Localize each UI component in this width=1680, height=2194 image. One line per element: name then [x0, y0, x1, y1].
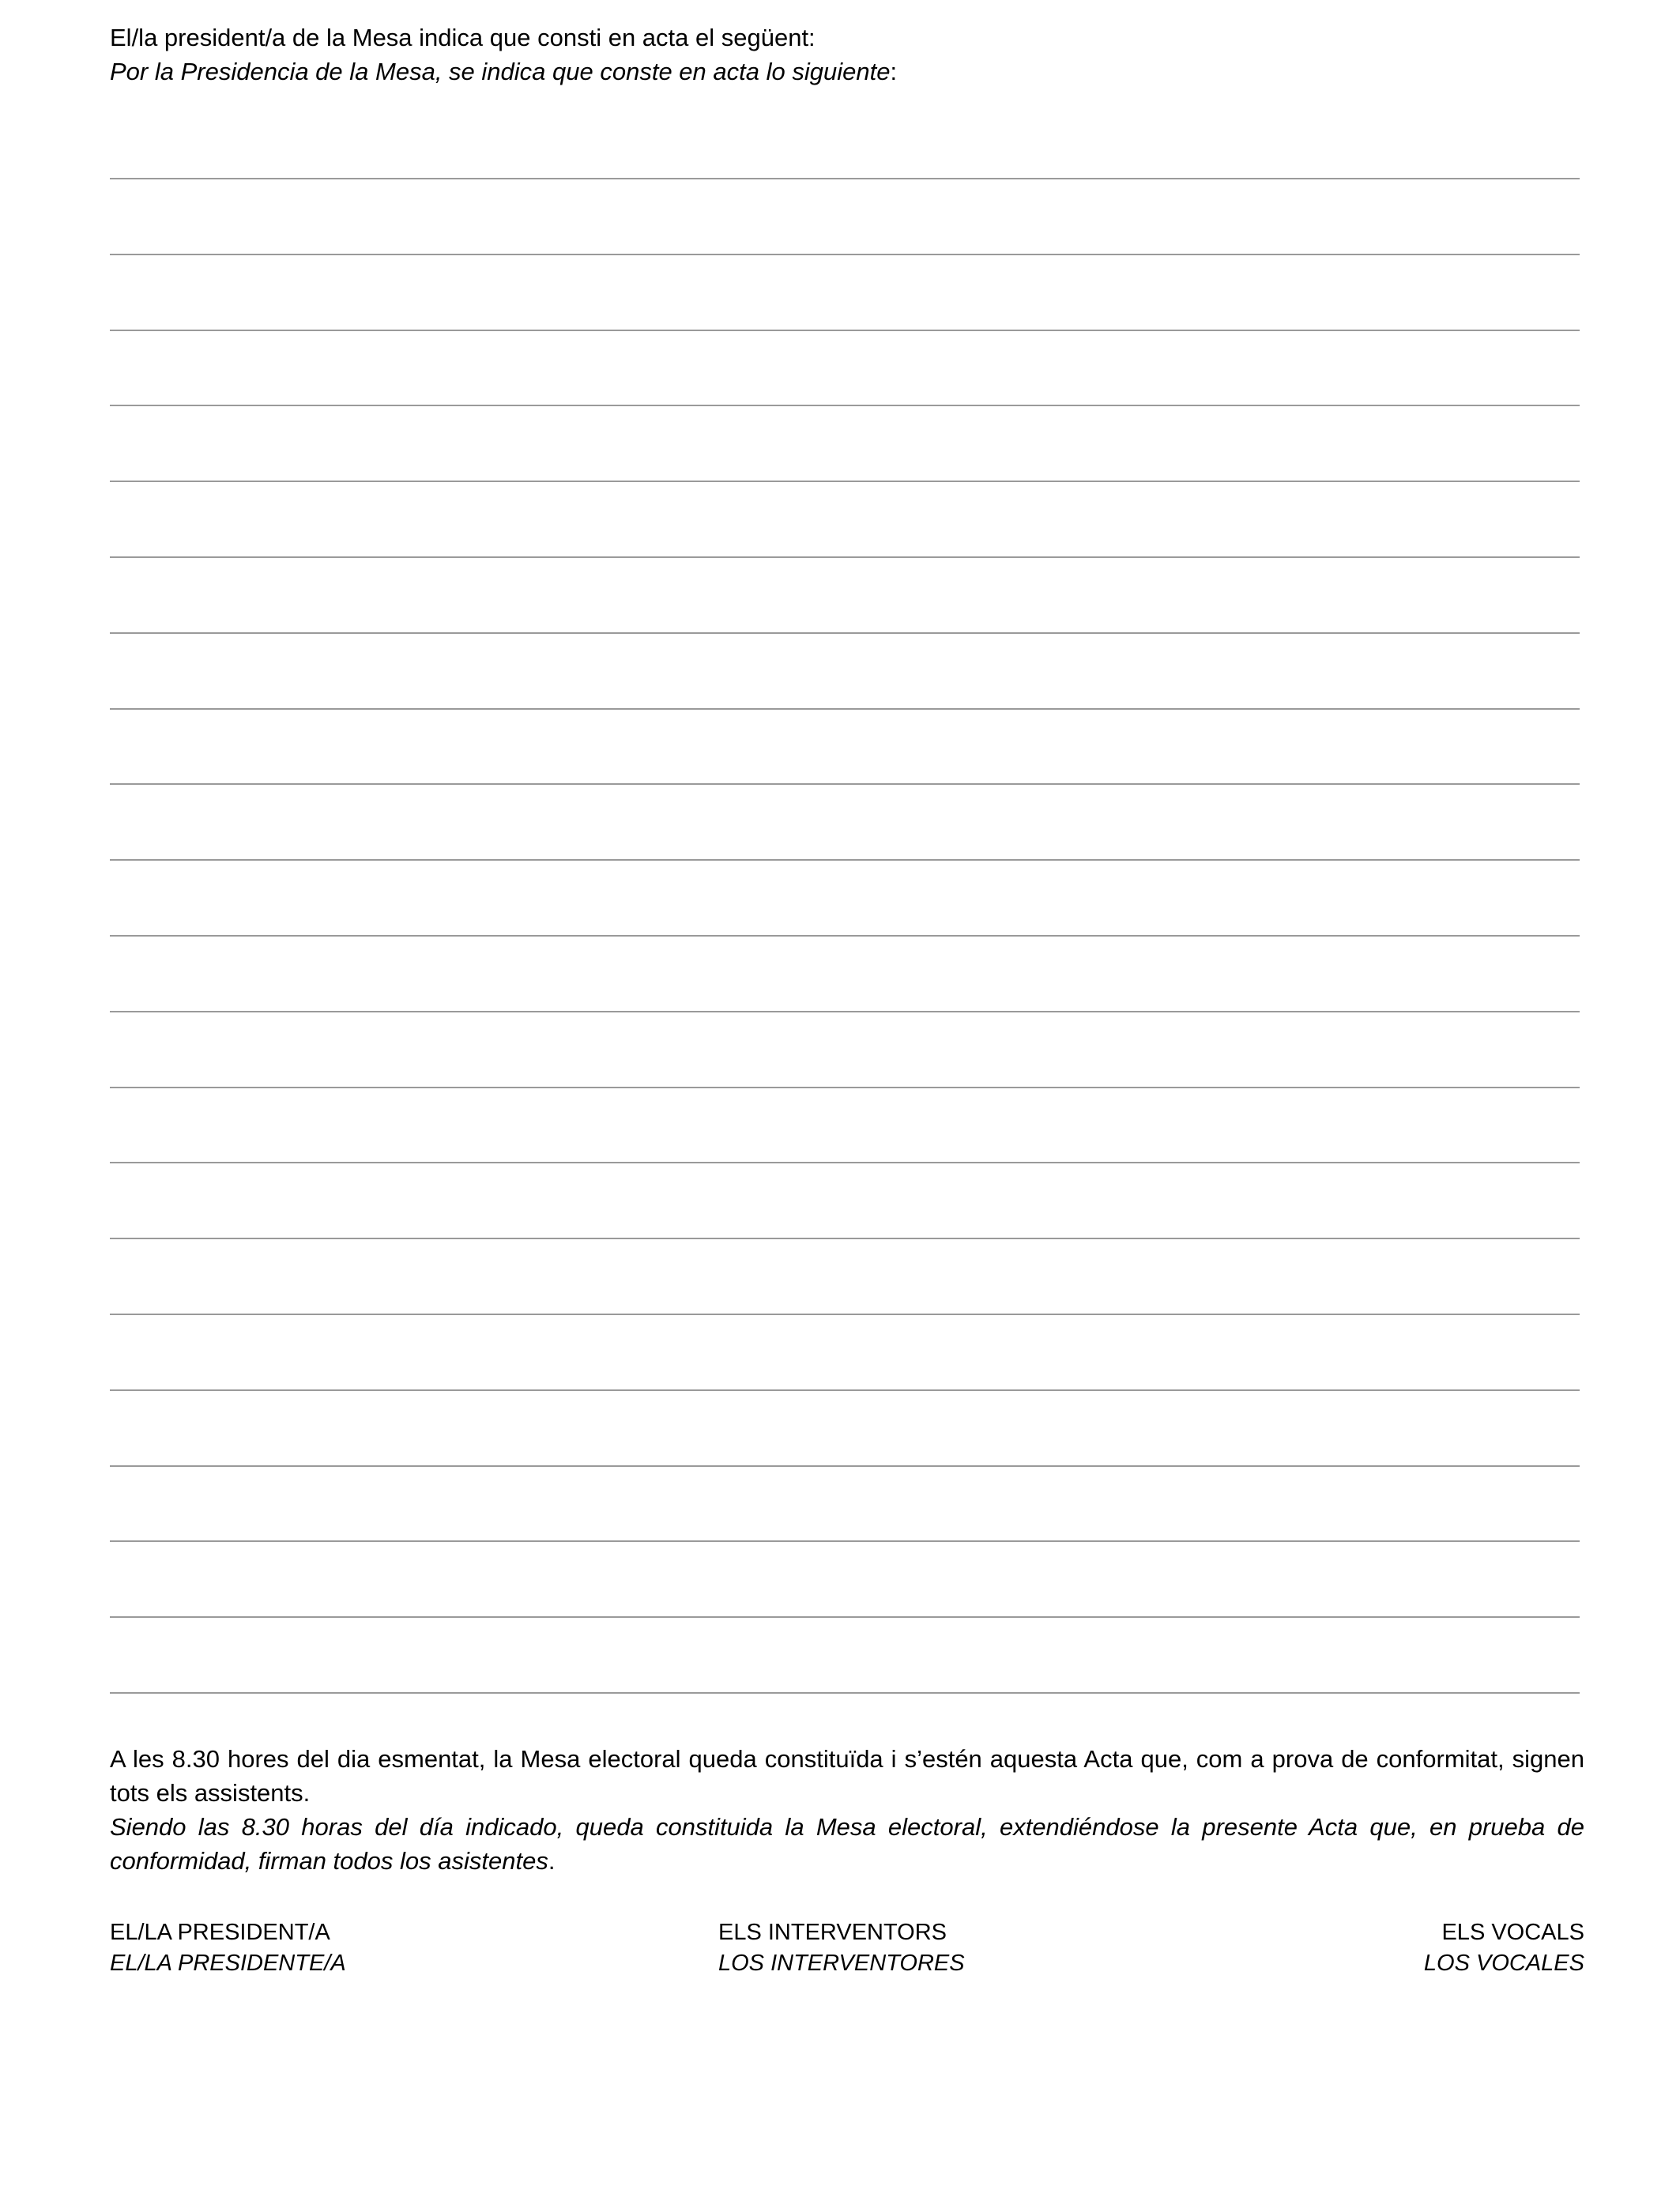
writing-line: [110, 1692, 1580, 1694]
closing-catalan: A les 8.30 hores del dia esmentat, la Mesa electoral queda constituïda i s’estén aquesta Acta que, com a prova de conformitat, signen tots els assistents.: [110, 1745, 1584, 1807]
writing-line: [110, 632, 1580, 634]
header-catalan: El/la president/a de la Mesa indica que consti en acta el següent:: [110, 24, 816, 51]
writing-line: [110, 708, 1580, 710]
signature-president: [110, 1917, 346, 1979]
writing-line: [110, 330, 1580, 331]
signature-vocals: [1424, 1917, 1584, 1979]
writing-line: [110, 1540, 1580, 1542]
signature-interventors: [718, 1917, 965, 1979]
closing-statement: [110, 1742, 1584, 1878]
signature-president-catalan: EL/LA PRESIDENT/A: [110, 1920, 330, 1945]
closing-spanish: [110, 1810, 1584, 1878]
signature-vocals-catalan: ELS VOCALS: [1441, 1920, 1584, 1945]
closing-spanish-text: Siendo las 8.30 horas del día indicado, queda constituida la Mesa electoral, extendiéndose la presente Acta que, en prueba de conformidad, firman todos los asistentes: [110, 1813, 1584, 1875]
writing-line: [110, 1011, 1580, 1012]
writing-line: [110, 859, 1580, 861]
signature-interventors-catalan: ELS INTERVENTORS: [718, 1920, 947, 1945]
writing-line: [110, 935, 1580, 937]
writing-line: [110, 783, 1580, 785]
signature-vocals-spanish: LOS VOCALES: [1423, 1951, 1584, 1976]
writing-line: [110, 1314, 1580, 1315]
header-spanish-text: Por la Presidencia de la Mesa, se indica que conste en acta lo siguiente: [110, 58, 891, 85]
writing-lines: [110, 0, 1580, 1739]
writing-line: [110, 556, 1580, 558]
writing-line: [110, 1389, 1580, 1391]
writing-line: [110, 1087, 1580, 1088]
writing-line: [110, 254, 1580, 255]
writing-line: [110, 1238, 1580, 1239]
signature-interventors-spanish: LOS INTERVENTORES: [718, 1951, 965, 1976]
closing-spanish-period: .: [548, 1847, 556, 1875]
writing-line: [110, 481, 1580, 482]
header-spanish-colon: :: [890, 58, 898, 85]
signature-president-spanish: EL/LA PRESIDENTE/A: [110, 1951, 346, 1976]
writing-line: [110, 178, 1580, 179]
writing-line: [110, 1616, 1580, 1618]
writing-line: [110, 1465, 1580, 1467]
writing-line: [110, 405, 1580, 406]
writing-line: [110, 1162, 1580, 1163]
